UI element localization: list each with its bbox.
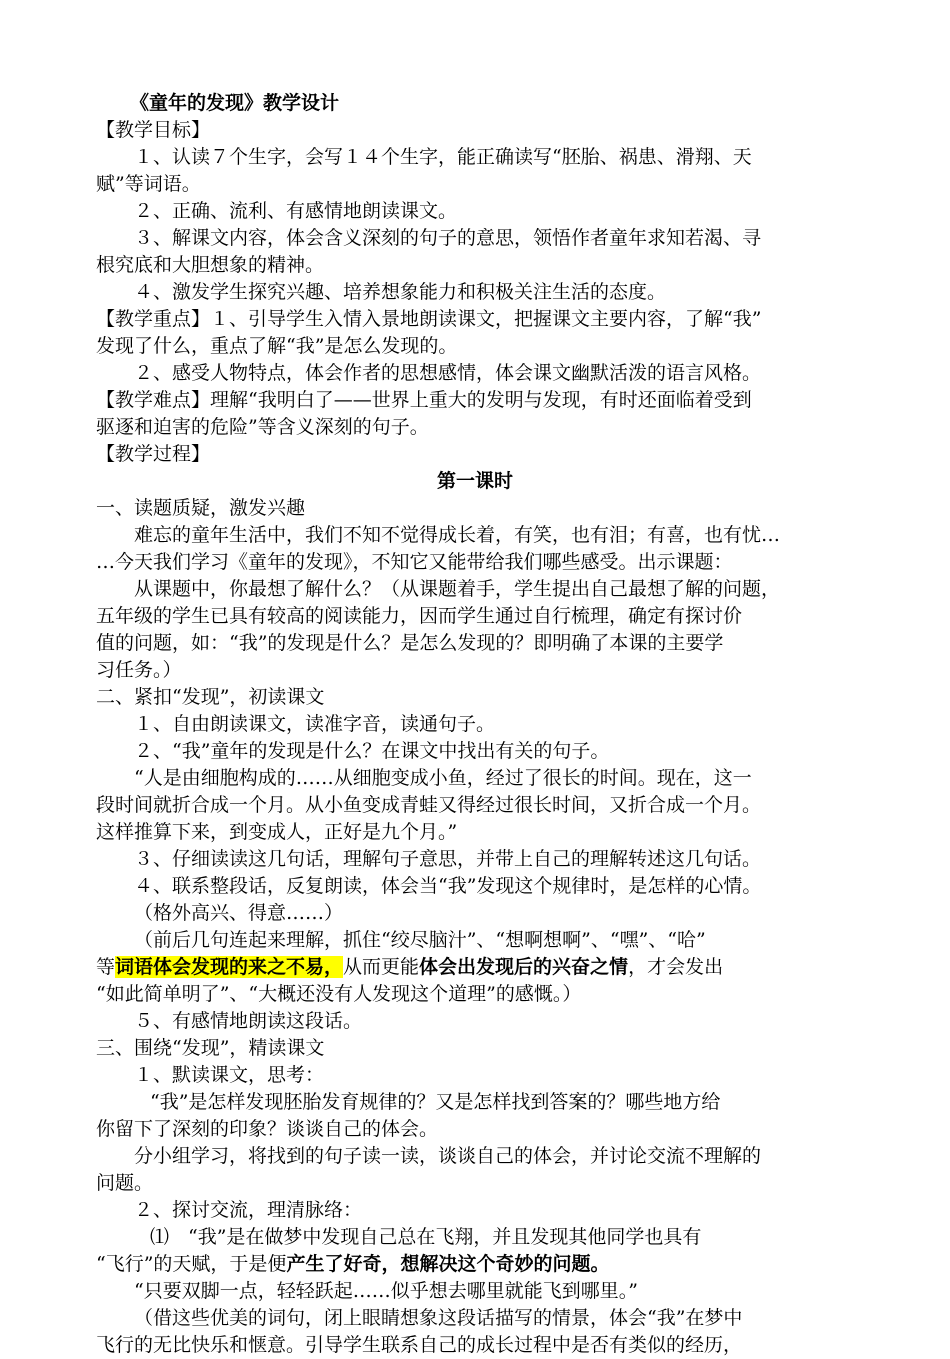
- text-line: 难忘的童年生活中，我们不知不觉得成长着，有笑，也有泪；有喜，也有忧…: [134, 524, 781, 546]
- text-run: “飞行”的天赋，于是便: [96, 1253, 287, 1275]
- text-line: 赋”等词语。: [96, 173, 201, 195]
- text-line: （格外高兴、得意……）: [134, 902, 344, 924]
- text-line: （借这些优美的词句，闭上眼睛想象这段话描写的情景，体会“我”在梦中: [134, 1307, 743, 1329]
- lesson-heading: 第一课时: [436, 470, 513, 492]
- text-line: 值的问题，如：“我”的发现是什么？是怎么发现的？即明确了本课的主要学: [96, 632, 724, 654]
- text-line-mixed: [96, 954, 866, 981]
- text-line: ２、感受人物特点，体会作者的思想感情，体会课文幽默活泼的语言风格。: [134, 362, 762, 384]
- section-heading-difficulties: 【教学难点】理解“我明白了——世界上重大的发明与发现，有时还面临着受到: [96, 389, 752, 411]
- text-line: “我”是怎样发现胚胎发育规律的？又是怎样找到答案的？哪些地方给: [150, 1091, 721, 1113]
- step-heading: 二、紧扣“发现”，初读课文: [96, 686, 325, 708]
- text-line: ４、联系整段话，反复朗读，体会当“我”发现这个规律时，是怎样的心情。: [134, 875, 762, 897]
- text-run: 等: [96, 956, 116, 978]
- text-line: 问题。: [96, 1172, 154, 1194]
- text-line: １、认读７个生字，会写１４个生字，能正确读写“胚胎、祸患、滑翔、天: [134, 146, 752, 168]
- text-line: 飞行的无比快乐和惬意。引导学生联系自己的成长过程中是否有类似的经历，: [96, 1334, 743, 1356]
- highlighted-text: 词语体会发现的来之不易，: [115, 956, 344, 978]
- quote-line: 这样推算下来，到变成人，正好是九个月。”: [96, 821, 458, 843]
- bold-text: 体会出发现后的兴奋之情: [419, 956, 629, 978]
- text-line: ３、解课文内容，体会含义深刻的句子的意思，领悟作者童年求知若渴、寻: [134, 227, 762, 249]
- text-line: １、自由朗读课文，读准字音，读通句子。: [134, 713, 496, 735]
- text-line: ５、有感情地朗读这段话。: [134, 1010, 363, 1032]
- text-line: ２、“我”童年的发现是什么？在课文中找出有关的句子。: [134, 740, 610, 762]
- text-line: ４、激发学生探究兴趣、培养想象能力和积极关注生活的态度。: [134, 281, 667, 303]
- text-line: …今天我们学习《童年的发现》，不知它又能带给我们哪些感受。出示课题：: [96, 551, 733, 573]
- section-heading-objectives: 【教学目标】: [96, 119, 211, 141]
- step-heading: 三、围绕“发现”，精读课文: [96, 1037, 325, 1059]
- text-line: ２、正确、流利、有感情地朗读课文。: [134, 200, 458, 222]
- text-line: 发现了什么，重点了解“我”是怎么发现的。: [96, 335, 458, 357]
- quote-line: “只要双脚一点，轻轻跃起……似乎想去哪里就能飞到哪里。”: [134, 1280, 638, 1302]
- text-line: 根究底和大胆想象的精神。: [96, 254, 325, 276]
- text-line: 从课题中，你最想了解什么？（从课题着手，学生提出自己最想了解的问题，: [134, 578, 781, 600]
- text-line: 你留下了深刻的印象？谈谈自己的体会。: [96, 1118, 439, 1140]
- text-line: ３、仔细读读这几句话，理解句子意思，并带上自己的理解转述这几句话。: [134, 848, 762, 870]
- step-heading: 一、读题质疑，激发兴趣: [96, 497, 306, 519]
- section-heading-process: 【教学过程】: [96, 443, 211, 465]
- text-line: 五年级的学生已具有较高的阅读能力，因而学生通过自行梳理，确定有探讨价: [96, 605, 743, 627]
- text-run: 从而更能: [343, 956, 420, 978]
- text-line: 习任务。）: [96, 659, 182, 681]
- text-line: １、默读课文，思考：: [134, 1064, 325, 1086]
- document-title: 《童年的发现》教学设计: [130, 92, 340, 114]
- text-line: “如此简单明了”、“大概还没有人发现这个道理”的感慨。）: [96, 983, 582, 1005]
- text-line: 驱逐和迫害的危险”等含义深刻的句子。: [96, 416, 429, 438]
- text-line-mixed: [96, 1251, 866, 1278]
- text-run: ，才会发出: [628, 956, 724, 978]
- quote-line: 段时间就折合成一个月。从小鱼变成青蛙又得经过很长时间，又折合成一个月。: [96, 794, 762, 816]
- quote-line: “人是由细胞构成的……从细胞变成小鱼，经过了很长的时间。现在，这一: [134, 767, 752, 789]
- section-heading-key-points: 【教学重点】１、引导学生入情入景地朗读课文，把握课文主要内容，了解“我”: [96, 308, 762, 330]
- text-line: ２、探讨交流，理清脉络：: [134, 1199, 363, 1221]
- text-line: （前后几句连起来理解，抓住“绞尽脑汁”、“想啊想啊”、“嘿”、“哈”: [134, 929, 706, 951]
- text-line: ⑴ “我”是在做梦中发现自己总在飞翔，并且发现其他同学也具有: [150, 1226, 702, 1248]
- text-line: 分小组学习，将找到的句子读一读，谈谈自己的体会，并讨论交流不理解的: [134, 1145, 762, 1167]
- bold-text: 产生了好奇，想解决这个奇妙的问题。: [286, 1253, 610, 1275]
